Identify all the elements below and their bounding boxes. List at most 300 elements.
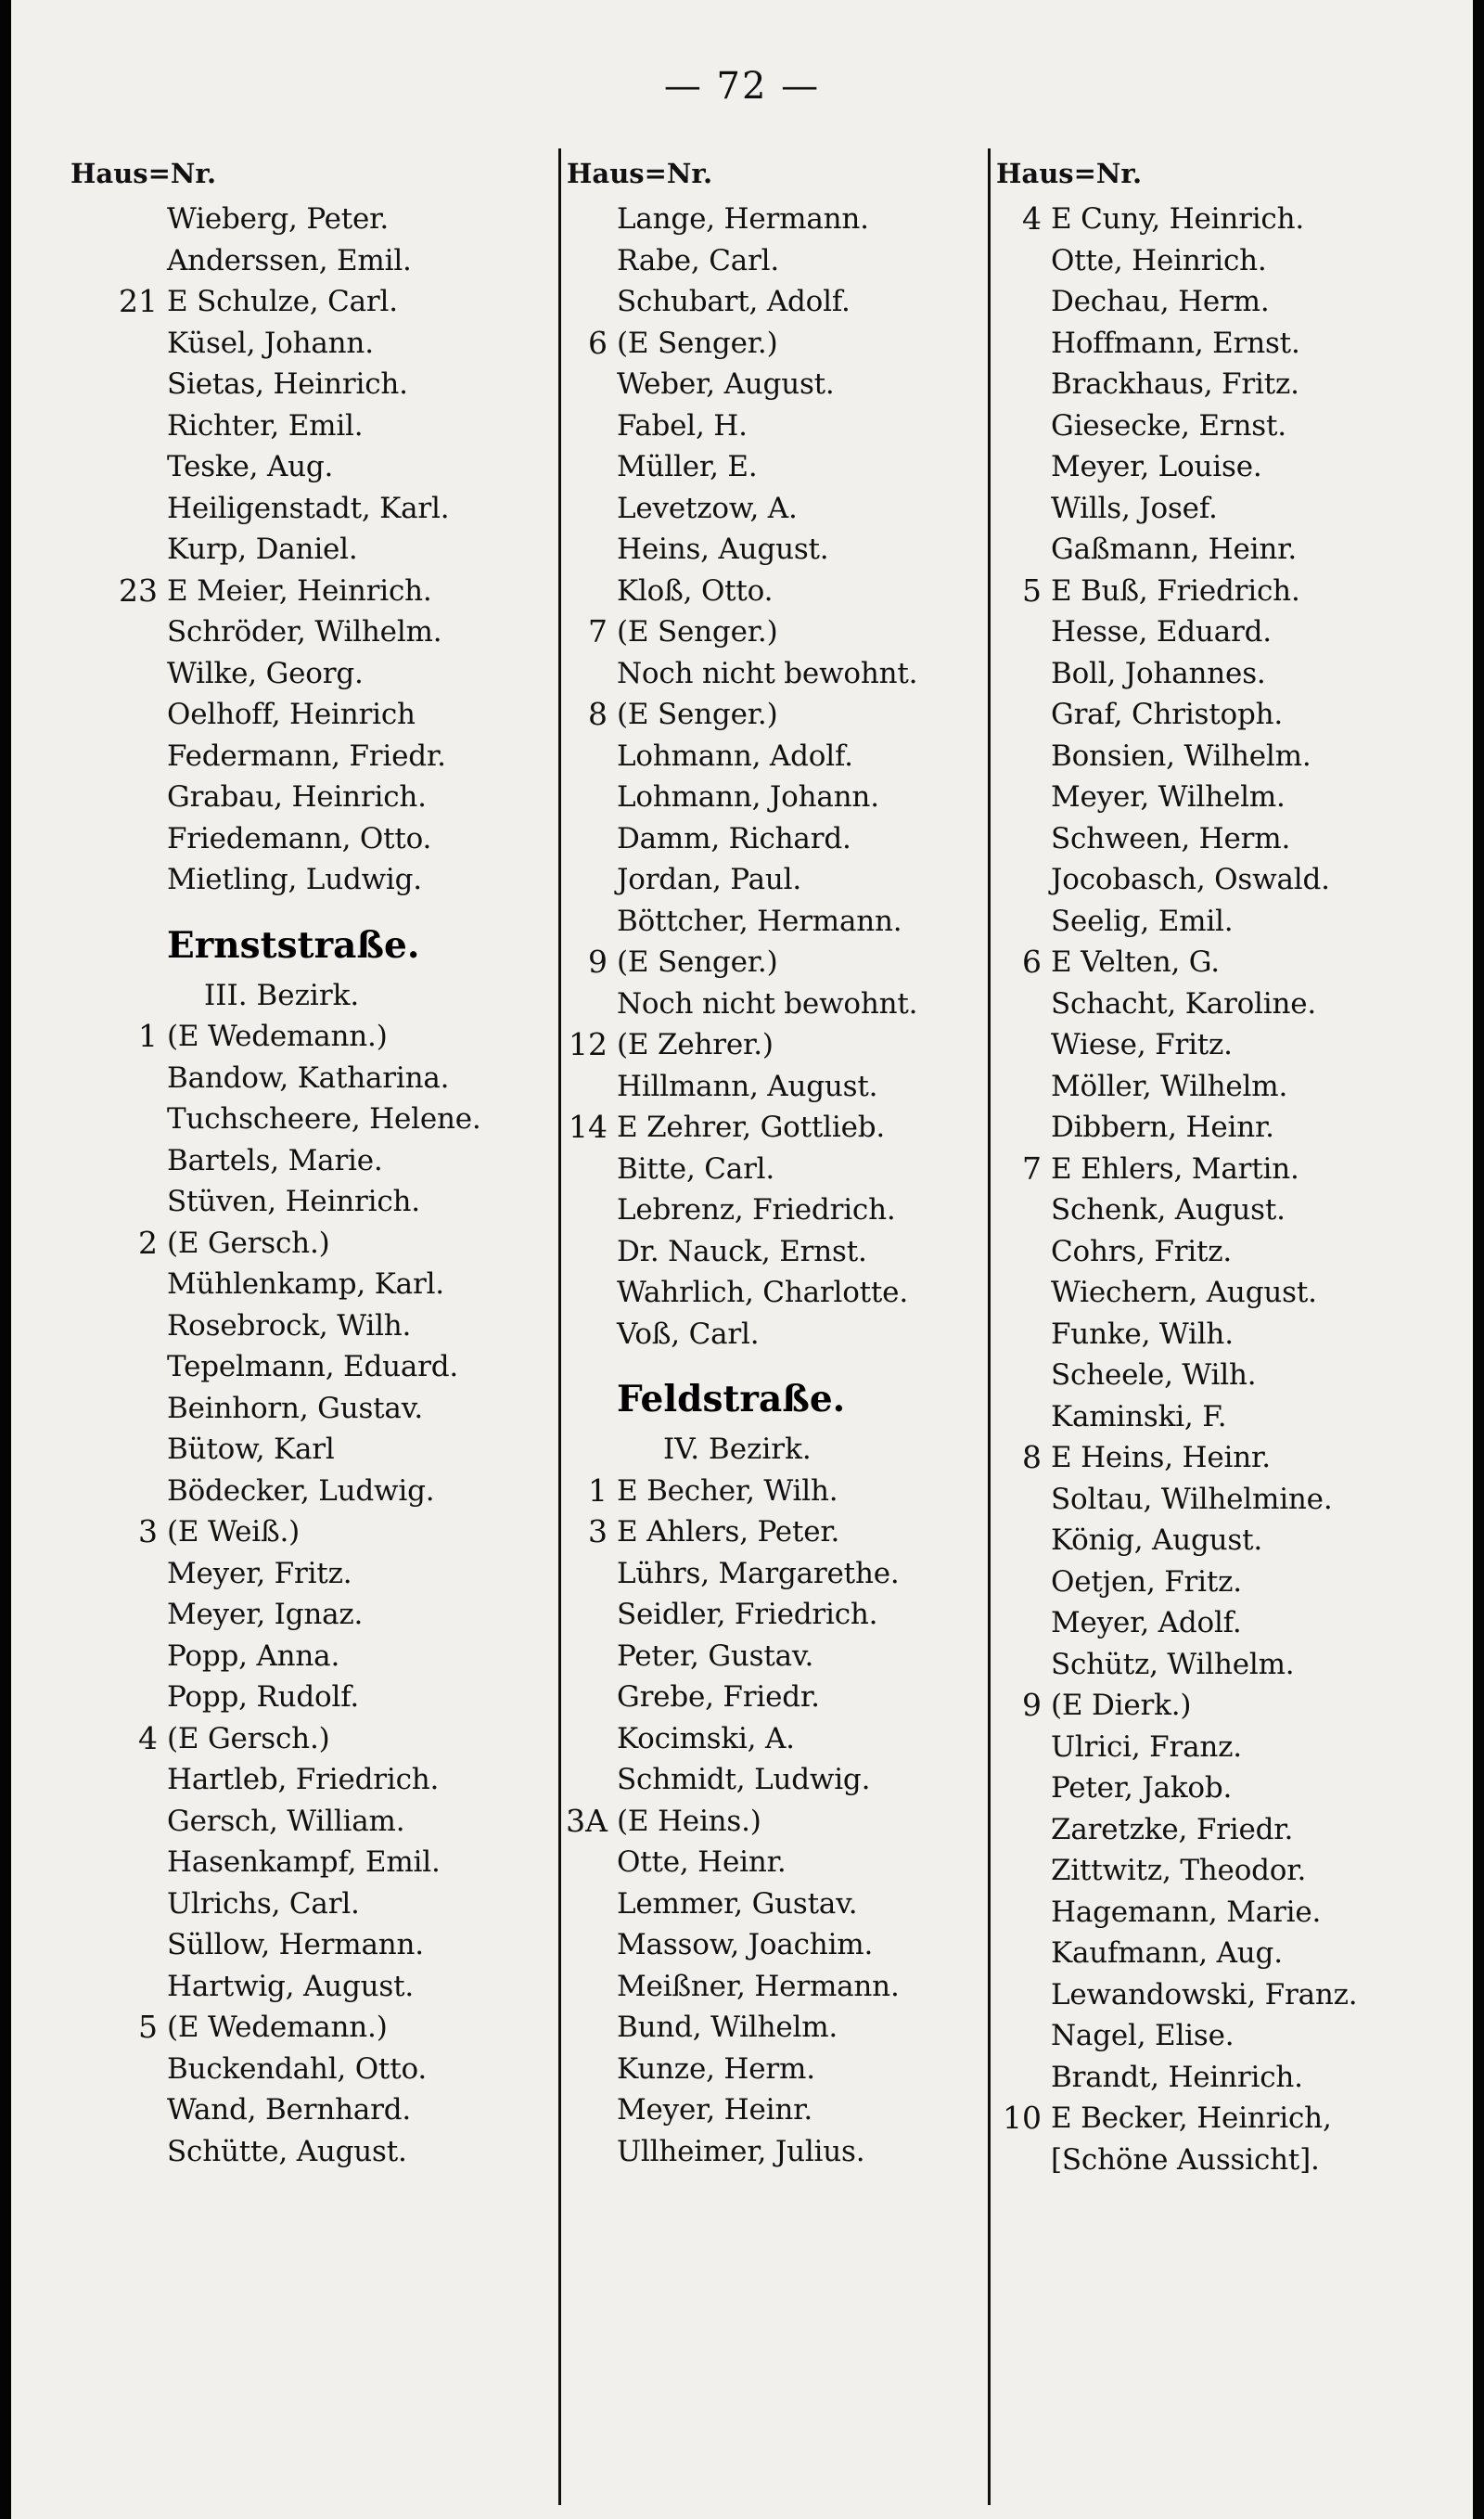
resident-entry: [991, 1974, 1464, 2016]
resident-name: Grabau, Heinrich.: [167, 780, 427, 814]
resident-name: Lührs, Margarethe.: [617, 1556, 900, 1590]
resident-name: Buckendahl, Otto.: [167, 2051, 428, 2086]
resident-entry: [561, 199, 990, 240]
resident-name: Dechau, Herm.: [1051, 285, 1270, 318]
house-number: 5: [138, 2009, 158, 2045]
resident-name: Jocobasch, Oswald.: [1051, 863, 1330, 896]
resident-name: (E Senger.): [617, 326, 778, 360]
resident-entry: [991, 859, 1464, 901]
resident-entry: [991, 1850, 1464, 1892]
house-number: 8: [1022, 1439, 1042, 1475]
resident-entry: [991, 2057, 1464, 2099]
resident-name: E Becker, Heinrich,: [1051, 2101, 1332, 2135]
resident-entry: [561, 694, 990, 736]
resident-entry: [561, 1107, 990, 1149]
column-2: [558, 148, 990, 2505]
resident-entry: [65, 2007, 556, 2049]
resident-entry: [561, 1677, 990, 1718]
house-number: 4: [1022, 200, 1042, 237]
resident-name: Soltau, Wilhelmine.: [1051, 1482, 1333, 1516]
resident-name: Tepelmann, Eduard.: [167, 1350, 459, 1383]
resident-entry: [991, 1767, 1464, 1809]
resident-name: Gersch, William.: [167, 1804, 405, 1838]
resident-name: E Becher, Wilh.: [617, 1473, 838, 1508]
resident-name: E Zehrer, Gottlieb.: [617, 1111, 886, 1144]
resident-name: [Schöne Aussicht].: [1051, 2142, 1320, 2177]
column-header: Haus=Nr.: [70, 158, 217, 189]
resident-entry: [561, 1759, 990, 1801]
house-number: 21: [119, 283, 158, 319]
resident-name: Kocimski, A.: [617, 1721, 795, 1755]
resident-entry: [991, 1314, 1464, 1356]
resident-entry: [991, 1355, 1464, 1396]
resident-name: Hagemann, Marie.: [1051, 1895, 1322, 1929]
column-header: Haus=Nr.: [567, 158, 713, 189]
resident-entry: [561, 1511, 990, 1553]
resident-entry: [561, 611, 990, 653]
resident-name: E Schulze, Carl.: [167, 285, 398, 318]
resident-entry: [65, 1429, 556, 1471]
resident-entry: [65, 1223, 556, 1265]
resident-name: Meyer, Louise.: [1051, 450, 1262, 483]
resident-entry: [65, 571, 556, 612]
resident-entry: [65, 1264, 556, 1305]
resident-name: Rabe, Carl.: [617, 243, 780, 277]
resident-entry: [561, 281, 990, 323]
resident-name: Dr. Nauck, Ernst.: [617, 1234, 867, 1268]
resident-entry: [991, 983, 1464, 1025]
resident-entry: [65, 323, 556, 365]
resident-entry: [65, 818, 556, 860]
resident-name: Brandt, Heinrich.: [1051, 2060, 1303, 2094]
district-label: IV. Bezirk.: [663, 1433, 812, 1466]
resident-entry: [65, 1181, 556, 1223]
house-number: 14: [569, 1109, 608, 1145]
resident-entry: [65, 777, 556, 818]
resident-name: Lange, Hermann.: [617, 202, 869, 236]
house-number: 1: [588, 1472, 608, 1509]
resident-name: (E Weiß.): [167, 1515, 301, 1549]
house-number: 7: [588, 613, 608, 649]
resident-name: Wahrlich, Charlotte.: [617, 1276, 908, 1309]
resident-name: Otte, Heinrich.: [1051, 243, 1267, 277]
resident-entry: [561, 2007, 990, 2049]
resident-entry: [65, 1677, 556, 1718]
resident-name: Schween, Herm.: [1051, 821, 1291, 855]
resident-entry: [991, 1149, 1464, 1190]
resident-entry: [561, 942, 990, 983]
house-number: 1: [138, 1018, 158, 1054]
resident-name: Anderssen, Emil.: [167, 243, 412, 277]
resident-entry: [991, 1479, 1464, 1521]
resident-name: Peter, Jakob.: [1051, 1771, 1233, 1805]
house-number: 3A: [566, 1802, 608, 1839]
resident-entry: [991, 323, 1464, 365]
house-number: 4: [138, 1719, 158, 1756]
resident-name: Süllow, Hermann.: [167, 1928, 424, 1961]
resident-entry: [561, 653, 990, 695]
resident-name: Zaretzke, Friedr.: [1051, 1812, 1294, 1846]
resident-entry: [991, 1231, 1464, 1273]
resident-name: Schenk, August.: [1051, 1193, 1286, 1227]
resident-name: Schütte, August.: [167, 2134, 407, 2168]
resident-name: Meyer, Adolf.: [1051, 1606, 1242, 1639]
resident-name: Kunze, Herm.: [617, 2051, 815, 2086]
resident-entry: [561, 1471, 990, 1512]
resident-name: Heins, August.: [617, 533, 829, 566]
resident-name: Scheele, Wilh.: [1051, 1358, 1257, 1392]
resident-entry: [991, 1562, 1464, 1603]
resident-name: Böttcher, Hermann.: [617, 904, 902, 938]
resident-name: Hesse, Eduard.: [1051, 615, 1272, 649]
resident-name: Lohmann, Adolf.: [617, 739, 853, 773]
resident-entry: [65, 446, 556, 488]
resident-name: Meyer, Fritz.: [167, 1556, 352, 1590]
resident-entry: [991, 1892, 1464, 1934]
resident-entry: [991, 1189, 1464, 1231]
column-header: Haus=Nr.: [996, 158, 1143, 189]
resident-entry: [561, 364, 990, 405]
resident-name: E Meier, Heinrich.: [167, 573, 432, 608]
resident-name: Funke, Wilh.: [1051, 1317, 1234, 1351]
page-number: — 72 —: [663, 65, 821, 108]
resident-name: Bandow, Katharina.: [167, 1060, 450, 1095]
resident-entry: [561, 901, 990, 943]
resident-entry: [65, 653, 556, 695]
resident-name: Hillmann, August.: [617, 1069, 878, 1103]
resident-entry: [65, 1883, 556, 1925]
resident-name: Weber, August.: [617, 367, 835, 401]
resident-entry: [65, 281, 556, 323]
resident-name: Kurp, Daniel.: [167, 533, 358, 566]
resident-entry: [65, 736, 556, 778]
resident-name: Heiligenstadt, Karl.: [167, 491, 450, 525]
resident-name: (E Dierk.): [1051, 1689, 1192, 1722]
resident-entry: [991, 1066, 1464, 1108]
resident-name: (E Heins.): [617, 1804, 761, 1838]
resident-name: Hartleb, Friedrich.: [167, 1763, 440, 1796]
street-heading: Ernststraße.: [167, 923, 420, 967]
resident-name: Wills, Josef.: [1051, 491, 1218, 525]
resident-entry: [561, 1272, 990, 1314]
resident-entry: [65, 1553, 556, 1595]
resident-name: (E Wedemann.): [167, 2011, 388, 2044]
resident-entry: [991, 1396, 1464, 1438]
district-label: III. Bezirk.: [204, 978, 360, 1012]
resident-entry: [561, 1636, 990, 1677]
resident-entry: [561, 1066, 990, 1108]
resident-name: Brackhaus, Fritz.: [1051, 367, 1299, 401]
resident-name: Beinhorn, Gustav.: [167, 1391, 423, 1425]
house-number: 2: [138, 1224, 158, 1261]
house-number: 6: [1022, 944, 1042, 980]
resident-name: Hartwig, August.: [167, 1969, 414, 2003]
resident-entry: [65, 1140, 556, 1182]
resident-entry: [65, 1388, 556, 1430]
resident-name: Hasenkampf, Emil.: [167, 1845, 441, 1879]
resident-entry: [561, 1553, 990, 1595]
resident-name: Wiechern, August.: [1051, 1276, 1317, 1309]
resident-entry: [991, 653, 1464, 695]
resident-name: Boll, Johannes.: [1051, 656, 1266, 690]
resident-name: Noch nicht bewohnt.: [617, 986, 918, 1021]
resident-name: Schmidt, Ludwig.: [617, 1763, 871, 1796]
resident-entry: [561, 1149, 990, 1190]
resident-entry: [991, 446, 1464, 488]
resident-entry: [991, 1727, 1464, 1768]
resident-entry: [65, 1058, 556, 1099]
resident-entry: [65, 611, 556, 653]
resident-name: Grebe, Friedr.: [617, 1680, 820, 1714]
resident-entry: [561, 818, 990, 860]
resident-entry: [65, 1636, 556, 1677]
resident-entry: [65, 529, 556, 571]
resident-entry: [65, 859, 556, 901]
resident-entry: [65, 1346, 556, 1388]
resident-name: Otte, Heinr.: [617, 1845, 787, 1879]
resident-entry: [991, 1107, 1464, 1149]
resident-entry: [991, 405, 1464, 447]
resident-name: E Cuny, Heinrich.: [1051, 202, 1305, 236]
resident-entry: [561, 859, 990, 901]
resident-name: Lewandowski, Franz.: [1051, 1977, 1358, 2011]
resident-name: Wilke, Georg.: [167, 656, 364, 690]
resident-entry: [561, 2131, 990, 2173]
resident-entry: [561, 1924, 990, 1966]
resident-name: E Ahlers, Peter.: [617, 1515, 840, 1549]
resident-name: Dibbern, Heinr.: [1051, 1111, 1274, 1144]
resident-entry: [561, 1594, 990, 1636]
resident-name: König, August.: [1051, 1523, 1263, 1557]
resident-entry: [561, 777, 990, 818]
resident-name: Bödecker, Ludwig.: [167, 1473, 435, 1508]
resident-name: E Buß, Friedrich.: [1051, 573, 1300, 608]
resident-name: Federmann, Friedr.: [167, 739, 446, 773]
resident-entry: [991, 901, 1464, 943]
resident-name: Wieberg, Peter.: [167, 202, 390, 236]
resident-name: Lemmer, Gustav.: [617, 1886, 858, 1921]
house-number: 5: [1022, 572, 1042, 609]
resident-name: Meißner, Hermann.: [617, 1969, 900, 2003]
resident-entry: [991, 736, 1464, 778]
resident-entry: [991, 1437, 1464, 1479]
resident-name: Peter, Gustav.: [617, 1639, 814, 1673]
resident-name: Wiese, Fritz.: [1051, 1028, 1233, 1061]
resident-entry: [65, 488, 556, 530]
resident-entry: [991, 1685, 1464, 1727]
resident-entry: [991, 1272, 1464, 1314]
resident-entry: [991, 694, 1464, 736]
resident-name: Bonsien, Wilhelm.: [1051, 739, 1311, 773]
house-number: 8: [588, 696, 608, 732]
resident-entry: [561, 1842, 990, 1883]
resident-name: Richter, Emil.: [167, 408, 364, 443]
resident-name: E Heins, Heinr.: [1051, 1441, 1271, 1474]
resident-entry: [561, 323, 990, 365]
resident-entry: [65, 1842, 556, 1883]
resident-entry: [65, 240, 556, 282]
resident-entry: [561, 1314, 990, 1356]
resident-name: Lebrenz, Friedrich.: [617, 1193, 896, 1227]
resident-entry: [65, 1016, 556, 1058]
resident-name: Giesecke, Ernst.: [1051, 408, 1286, 443]
document-page: [11, 0, 1473, 2519]
resident-name: E Ehlers, Martin.: [1051, 1151, 1299, 1186]
resident-entry: [561, 240, 990, 282]
resident-entry: [991, 1809, 1464, 1851]
house-number: 12: [569, 1026, 608, 1062]
resident-name: Schütz, Wilhelm.: [1051, 1647, 1295, 1681]
resident-entry: [65, 2131, 556, 2173]
house-number: 10: [1003, 2100, 1042, 2136]
resident-entry: [561, 488, 990, 530]
resident-name: Oetjen, Fritz.: [1051, 1564, 1242, 1599]
resident-name: Stüven, Heinrich.: [167, 1185, 420, 1218]
resident-entry: [991, 1933, 1464, 1974]
resident-entry: [65, 2049, 556, 2090]
resident-entry: [561, 1883, 990, 1925]
column-3: [988, 148, 1464, 2505]
resident-name: Levetzow, A.: [617, 491, 798, 525]
resident-name: Ullheimer, Julius.: [617, 2134, 865, 2168]
resident-name: Kloß, Otto.: [617, 573, 774, 608]
resident-entry: [991, 488, 1464, 530]
resident-entry: [991, 1024, 1464, 1066]
resident-name: Bütow, Karl: [167, 1433, 335, 1466]
resident-name: Graf, Christoph.: [1051, 698, 1284, 731]
resident-name: Mühlenkamp, Karl.: [167, 1267, 444, 1301]
resident-entry: [65, 364, 556, 405]
resident-entry: [991, 2140, 1464, 2181]
resident-name: Schröder, Wilhelm.: [167, 615, 442, 649]
resident-name: (E Senger.): [617, 945, 778, 979]
resident-name: Jordan, Paul.: [617, 863, 801, 896]
resident-name: Cohrs, Fritz.: [1051, 1234, 1233, 1268]
resident-name: Kaufmann, Aug.: [1051, 1936, 1283, 1970]
resident-entry: [991, 777, 1464, 818]
resident-entry: [991, 611, 1464, 653]
resident-name: Küsel, Johann.: [167, 326, 374, 360]
house-number: 3: [588, 1513, 608, 1549]
house-number: 7: [1022, 1150, 1042, 1187]
resident-entry: [65, 1471, 556, 1512]
resident-entry: [561, 529, 990, 571]
resident-name: E Velten, G.: [1051, 945, 1220, 979]
resident-entry: [65, 1099, 556, 1140]
resident-name: Ulrichs, Carl.: [167, 1886, 360, 1921]
resident-entry: [65, 1594, 556, 1636]
resident-name: Mietling, Ludwig.: [167, 863, 422, 896]
resident-name: Teske, Aug.: [167, 450, 334, 483]
resident-name: Zittwitz, Theodor.: [1051, 1854, 1307, 1887]
resident-name: Bartels, Marie.: [167, 1143, 383, 1177]
resident-name: (E Senger.): [617, 615, 778, 649]
resident-name: Seelig, Emil.: [1051, 904, 1234, 938]
resident-name: Schubart, Adolf.: [617, 285, 851, 318]
resident-entry: [991, 199, 1464, 240]
resident-entry: [991, 529, 1464, 571]
resident-name: (E Gersch.): [167, 1721, 330, 1755]
street-heading: Feldstraße.: [617, 1378, 846, 1420]
resident-entry: [561, 1024, 990, 1066]
resident-name: Ulrici, Franz.: [1051, 1729, 1242, 1764]
resident-entry: [991, 1520, 1464, 1562]
resident-name: (E Zehrer.): [617, 1028, 774, 1061]
resident-entry: [65, 1924, 556, 1966]
resident-name: (E Senger.): [617, 698, 778, 731]
resident-entry: [561, 1718, 990, 1760]
resident-entry: [65, 405, 556, 447]
resident-name: Kaminski, F.: [1051, 1399, 1227, 1433]
resident-name: Popp, Anna.: [167, 1639, 340, 1673]
resident-entry: [561, 2049, 990, 2090]
resident-name: Nagel, Elise.: [1051, 2019, 1235, 2052]
resident-name: Fabel, H.: [617, 408, 748, 443]
resident-entry: [991, 1644, 1464, 1686]
resident-entry: [65, 694, 556, 736]
resident-name: Bitte, Carl.: [617, 1151, 775, 1186]
resident-entry: [561, 736, 990, 778]
resident-entry: [991, 364, 1464, 405]
resident-name: Friedemann, Otto.: [167, 821, 432, 855]
resident-name: Seidler, Friedrich.: [617, 1598, 878, 1631]
resident-name: Sietas, Heinrich.: [167, 367, 408, 401]
resident-entry: [561, 446, 990, 488]
resident-entry: [991, 1602, 1464, 1644]
resident-entry: [991, 2015, 1464, 2057]
resident-entry: [991, 571, 1464, 612]
resident-entry: [65, 199, 556, 240]
resident-entry: [991, 240, 1464, 282]
resident-entry: [991, 281, 1464, 323]
resident-entry: [991, 818, 1464, 860]
resident-name: Popp, Rudolf.: [167, 1680, 360, 1714]
resident-entry: [991, 942, 1464, 983]
resident-entry: [65, 1966, 556, 2008]
resident-name: Damm, Richard.: [617, 821, 851, 855]
resident-name: Hoffmann, Ernst.: [1051, 326, 1300, 360]
house-number: 9: [1022, 1687, 1042, 1723]
column-1: [65, 148, 556, 2505]
resident-entry: [561, 2089, 990, 2131]
resident-name: Tuchscheere, Helene.: [167, 1102, 481, 1136]
resident-entry: [65, 2089, 556, 2131]
resident-entry: [65, 1511, 556, 1553]
resident-name: (E Wedemann.): [167, 1020, 388, 1053]
resident-name: Massow, Joachim.: [617, 1928, 874, 1961]
resident-name: Meyer, Heinr.: [617, 2093, 812, 2127]
resident-name: Möller, Wilhelm.: [1051, 1069, 1288, 1103]
resident-entry: [65, 1801, 556, 1843]
resident-name: Meyer, Ignaz.: [167, 1598, 364, 1631]
resident-name: Voß, Carl.: [617, 1317, 760, 1351]
resident-name: Schacht, Karoline.: [1051, 986, 1317, 1021]
resident-entry: [65, 1718, 556, 1760]
resident-entry: [561, 1801, 990, 1843]
house-number: 23: [119, 572, 158, 609]
resident-entry: [561, 405, 990, 447]
resident-entry: [561, 571, 990, 612]
resident-name: (E Gersch.): [167, 1226, 330, 1260]
resident-entry: [561, 1189, 990, 1231]
resident-name: Bund, Wilhelm.: [617, 2011, 838, 2044]
house-number: 9: [588, 944, 608, 980]
resident-name: Oelhoff, Heinrich: [167, 698, 416, 731]
resident-name: Gaßmann, Heinr.: [1051, 533, 1297, 566]
resident-name: Noch nicht bewohnt.: [617, 656, 918, 690]
resident-name: Lohmann, Johann.: [617, 780, 879, 814]
resident-name: Wand, Bernhard.: [167, 2093, 412, 2127]
